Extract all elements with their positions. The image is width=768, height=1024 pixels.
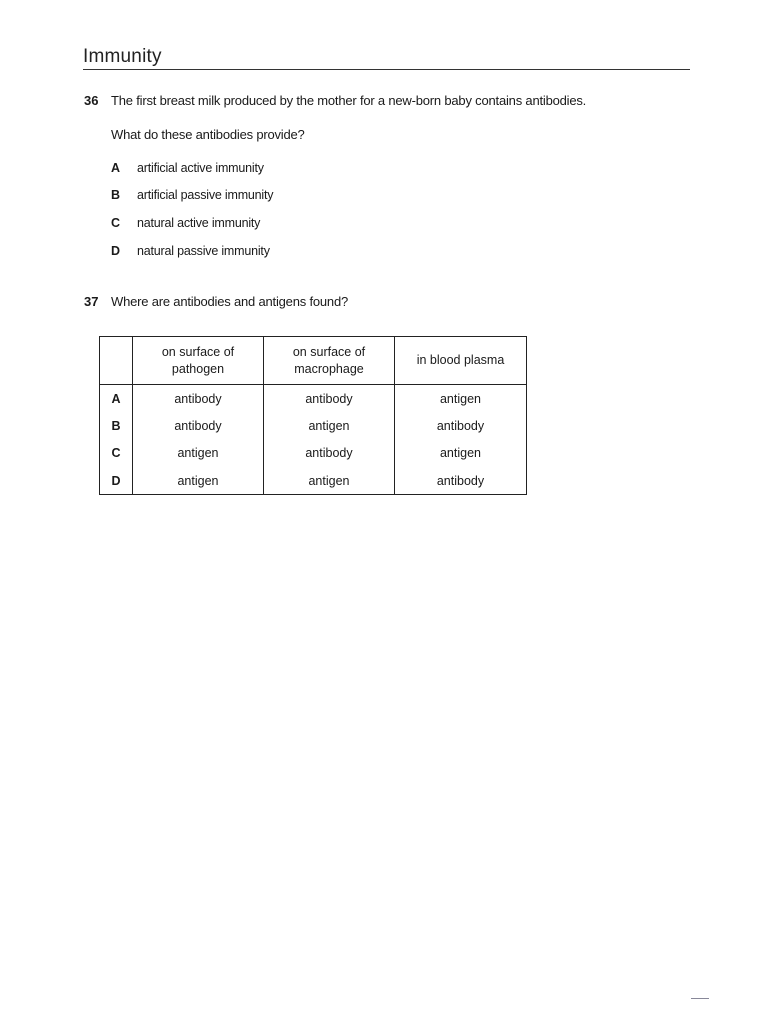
- table-cell: antibody: [264, 385, 395, 413]
- table-header-plasma: in blood plasma: [395, 337, 527, 385]
- page-title: Immunity: [83, 46, 162, 67]
- row-letter: B: [100, 412, 133, 440]
- option-c-letter: C: [111, 216, 121, 230]
- table-cell: antibody: [133, 385, 264, 413]
- table-cell: antibody: [395, 467, 527, 495]
- option-a-text: artificial active immunity: [137, 161, 264, 175]
- option-c-text: natural active immunity: [137, 216, 261, 230]
- table-cell: antibody: [395, 412, 527, 440]
- row-letter: C: [100, 440, 133, 468]
- table-cell: antigen: [395, 440, 527, 468]
- table-cell: antigen: [133, 467, 264, 495]
- row-letter: A: [100, 385, 133, 413]
- table-cell: antibody: [133, 412, 264, 440]
- table-row: [100, 385, 527, 413]
- option-d-text: natural passive immunity: [137, 244, 270, 258]
- option-d-letter: D: [111, 244, 121, 258]
- table-header-pathogen: on surface of pathogen: [133, 337, 264, 385]
- table-cell: antibody: [264, 440, 395, 468]
- publisher-logo-icon: [690, 998, 710, 1016]
- option-b-letter: B: [111, 188, 121, 202]
- table-header-blank: [100, 337, 133, 385]
- table-cell: antigen: [264, 467, 395, 495]
- question-36-prompt: What do these antibodies provide?: [111, 127, 305, 142]
- table-header-row: [100, 337, 527, 385]
- question-36-stem: The first breast milk produced by the mother for a new-born baby contains antibodies.: [111, 93, 587, 108]
- title-divider: [83, 69, 690, 70]
- option-b-text: artificial passive immunity: [137, 188, 274, 202]
- table-cell: antigen: [395, 385, 527, 413]
- answer-table: [99, 336, 527, 495]
- table-cell: antigen: [264, 412, 395, 440]
- table-row: [100, 412, 527, 440]
- table-row: [100, 440, 527, 468]
- row-letter: D: [100, 467, 133, 495]
- question-37-stem: Where are antibodies and antigens found?: [111, 294, 349, 309]
- table-row: [100, 467, 527, 495]
- table-header-macrophage: on surface of macrophage: [264, 337, 395, 385]
- question-37-number: 37: [84, 294, 99, 309]
- question-36-number: 36: [84, 93, 99, 108]
- table-cell: antigen: [133, 440, 264, 468]
- option-a-letter: A: [111, 161, 121, 175]
